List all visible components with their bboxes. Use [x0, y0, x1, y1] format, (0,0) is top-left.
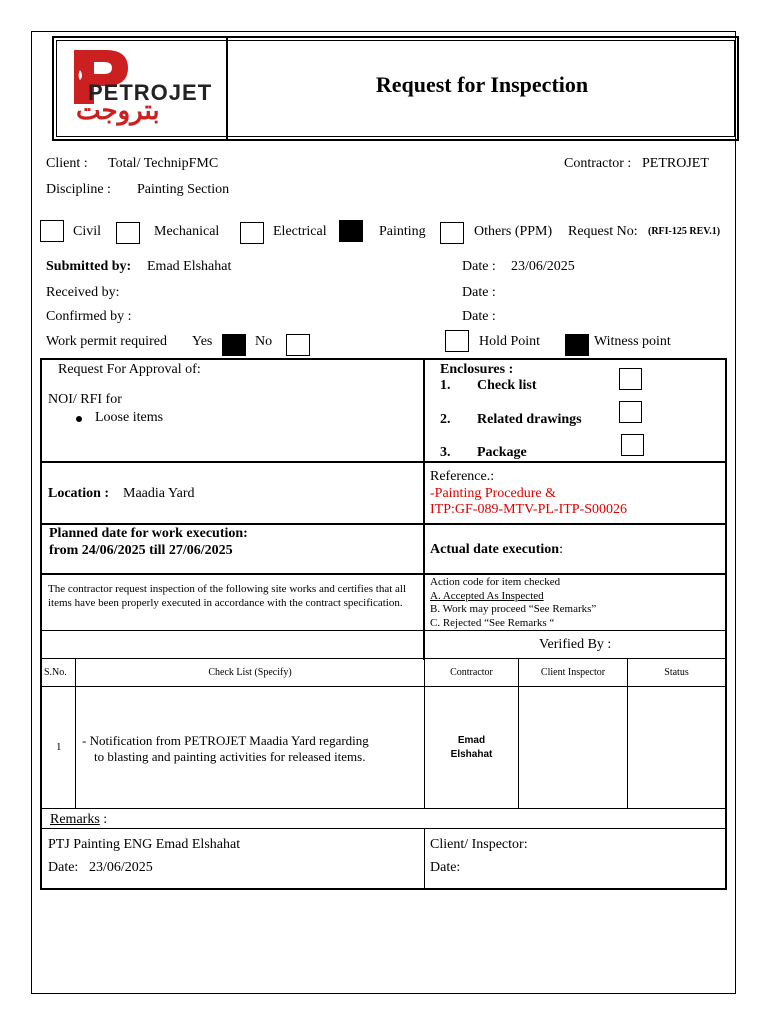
- others-label: Others (PPM): [474, 224, 553, 239]
- row-1-desc-line-1: - Notification from PETROJET Maadia Yard regarding: [82, 733, 369, 748]
- action-code-c: C. Rejected “See Remarks “: [430, 617, 555, 629]
- hold-point-label: Hold Point: [479, 334, 541, 349]
- submitted-by-value: Emad Elshahat: [147, 259, 232, 274]
- civil-checkbox[interactable]: [40, 220, 64, 242]
- permit-no-checkbox[interactable]: [286, 334, 310, 356]
- enclosure-checkbox-1[interactable]: [619, 368, 642, 390]
- received-by-label: Received by:: [46, 285, 120, 300]
- remarks-label: [50, 812, 107, 828]
- row-1-contractor-line-1: Emad: [457, 735, 486, 746]
- approval-item: Loose items: [95, 410, 164, 425]
- enclosure-num-1: 1.: [440, 378, 451, 393]
- permit-no-label: No: [255, 334, 273, 349]
- contractor-value: PETROJET: [642, 156, 709, 171]
- certification-text: The contractor request inspection of the following site works and certifies that all items have been properly executed in accordance with the contract specification.: [48, 583, 406, 609]
- approval-noi: NOI/ RFI for: [48, 392, 122, 407]
- footer-date-label: Date:: [48, 860, 79, 875]
- enclosure-num-3: 3.: [440, 445, 451, 460]
- electrical-checkbox[interactable]: [240, 222, 264, 244]
- action-code-heading: Action code for item checked: [430, 576, 561, 588]
- discipline-value: Painting Section: [137, 182, 230, 197]
- col-header-sno: S.No.: [44, 667, 67, 678]
- verified-by-label: Verified By :: [539, 637, 612, 652]
- bullet-icon: [76, 416, 82, 422]
- remarks-label-text: Remarks: [50, 812, 100, 827]
- reference-line-1: -Painting Procedure &: [430, 486, 556, 501]
- others-checkbox[interactable]: [440, 222, 464, 244]
- approval-heading: Request For Approval of:: [58, 362, 201, 377]
- witness-point-label: Witness point: [594, 334, 671, 349]
- received-date-label: Date :: [462, 285, 496, 300]
- work-permit-label: Work permit required: [46, 334, 167, 349]
- hold-point-checkbox[interactable]: [445, 330, 469, 352]
- remarks-suffix: :: [99, 812, 108, 827]
- logo-arabic: بتروجت: [76, 96, 160, 125]
- page-title: Request for Inspection: [375, 72, 589, 97]
- reference-line-2: ITP:GF-089-MTV-PL-ITP-S00026: [430, 502, 628, 517]
- action-code-b: B. Work may proceed “See Remarks”: [430, 603, 597, 615]
- location-label: Location :: [48, 486, 110, 501]
- location-value: Maadia Yard: [123, 486, 195, 501]
- permit-yes-checkbox[interactable]: [222, 334, 246, 356]
- planned-date-label: Planned date for work execution:: [49, 526, 248, 541]
- enclosures-heading: Enclosures :: [440, 362, 514, 377]
- confirmed-by-label: Confirmed by :: [46, 309, 132, 324]
- painting-label: Painting: [379, 224, 426, 239]
- row-1-sno: 1: [56, 741, 62, 753]
- request-no-value: (RFI-125 REV.1): [648, 226, 721, 237]
- footer-date-value: 23/06/2025: [89, 860, 153, 875]
- client-label: Client :: [46, 156, 88, 171]
- painting-checkbox[interactable]: [339, 220, 363, 242]
- reference-label: Reference.:: [430, 469, 495, 484]
- contractor-label: Contractor :: [564, 156, 632, 171]
- actual-date-label: [430, 542, 563, 558]
- planned-date-value: from 24/06/2025 till 27/06/2025: [49, 543, 233, 558]
- col-header-status: Status: [664, 667, 689, 678]
- enclosure-num-2: 2.: [440, 412, 451, 427]
- submitted-date-label: Date :: [462, 259, 496, 274]
- enclosure-checkbox-2[interactable]: [619, 401, 642, 423]
- actual-date-label-text: Actual date execution: [430, 542, 560, 557]
- civil-label: Civil: [73, 224, 102, 239]
- electrical-label: Electrical: [273, 224, 327, 239]
- discipline-label: Discipline :: [46, 182, 111, 197]
- logo-wordmark: PETROJET: [88, 80, 213, 105]
- permit-yes-label: Yes: [192, 334, 213, 349]
- witness-point-checkbox[interactable]: [565, 334, 589, 356]
- enclosure-label-2: Related drawings: [477, 412, 582, 427]
- mechanical-checkbox[interactable]: [116, 222, 140, 244]
- request-no-label: Request No:: [568, 224, 638, 239]
- row-1-desc-line-2: to blasting and painting activities for released items.: [94, 749, 366, 764]
- col-header-contractor: Contractor: [450, 667, 493, 678]
- enclosure-label-1: Check list: [477, 378, 537, 393]
- client-value: Total/ TechnipFMC: [108, 156, 219, 171]
- col-header-checklist: Check List (Specify): [208, 667, 292, 678]
- col-header-client-inspector: Client Inspector: [540, 667, 606, 678]
- confirmed-date-label: Date :: [462, 309, 496, 324]
- submitted-by-label: Submitted by:: [46, 259, 132, 274]
- footer-engineer: PTJ Painting ENG Emad Elshahat: [48, 837, 241, 852]
- mechanical-label: Mechanical: [154, 224, 220, 239]
- row-1-contractor-line-2: Elshahat: [450, 749, 493, 760]
- footer-client-date-label: Date:: [430, 860, 461, 875]
- action-code-a: A. Accepted As Inspected: [430, 590, 544, 602]
- enclosure-checkbox-3[interactable]: [621, 434, 644, 456]
- footer-client-inspector: Client/ Inspector:: [430, 837, 528, 852]
- actual-date-suffix: :: [559, 542, 563, 557]
- submitted-date-value: 23/06/2025: [511, 259, 575, 274]
- enclosure-label-3: Package: [477, 445, 527, 460]
